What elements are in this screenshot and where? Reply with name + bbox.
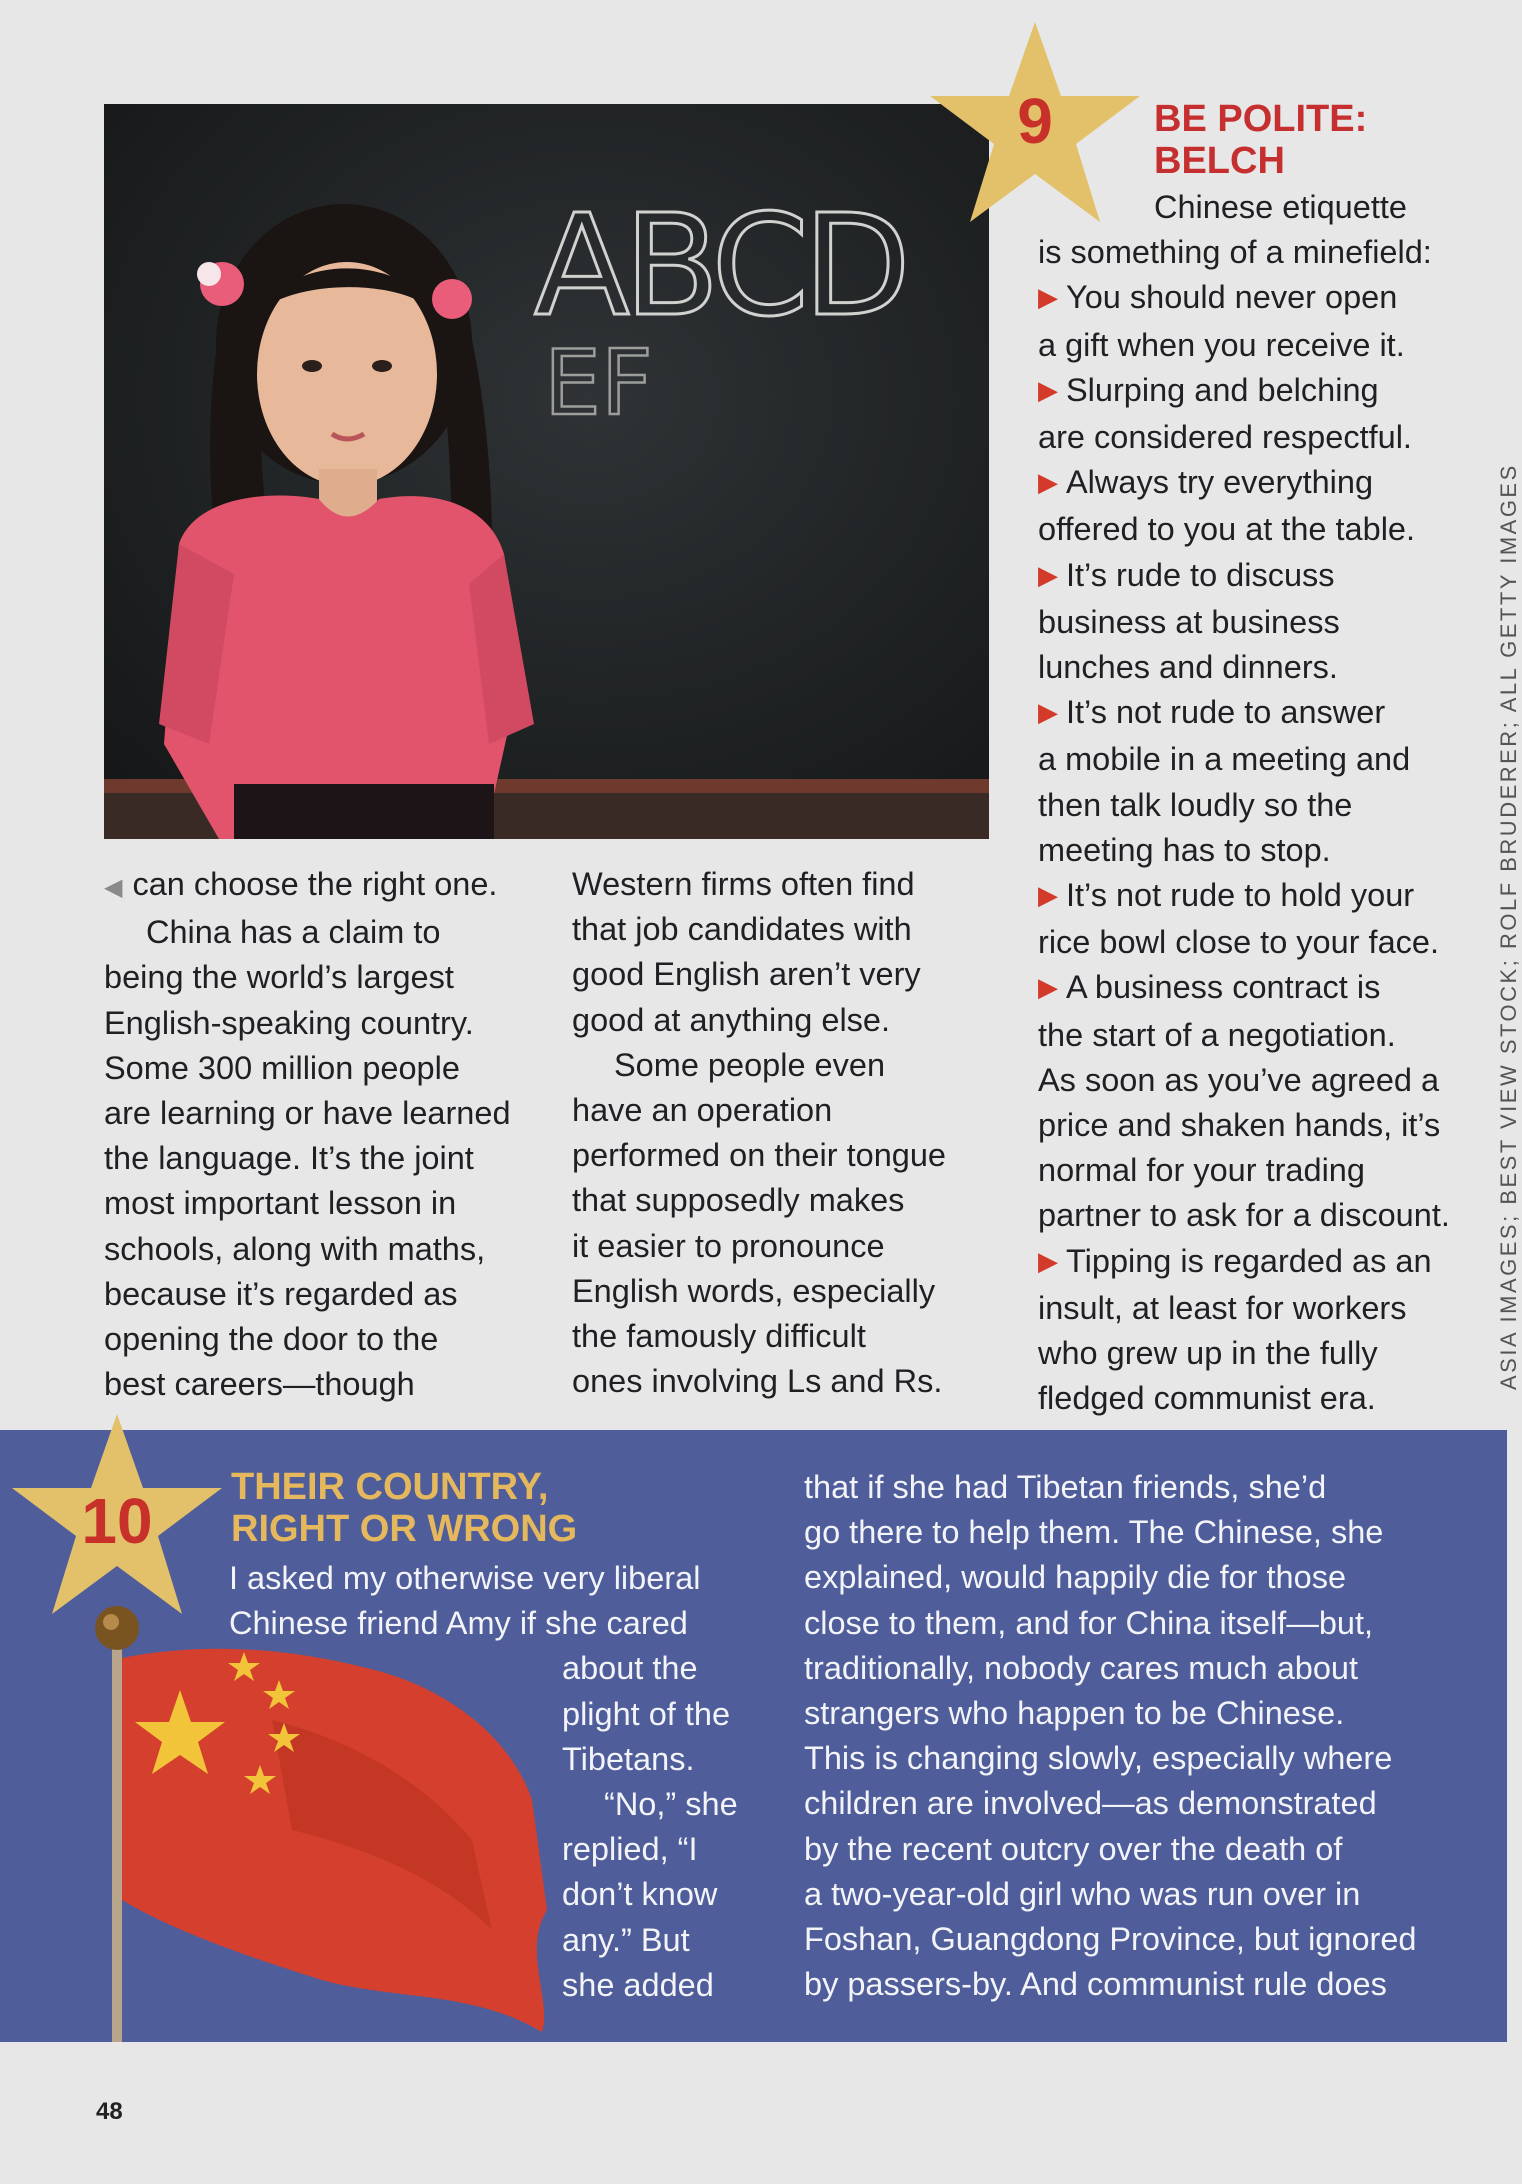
bullet-line: price and shaken hands, it’s bbox=[1038, 1107, 1441, 1144]
bullet-line: then talk loudly so the bbox=[1038, 786, 1353, 823]
bullet-line: meeting has to stop. bbox=[1038, 831, 1331, 868]
girl-blackboard-image bbox=[104, 104, 989, 839]
column-line: can choose the right one. bbox=[132, 866, 498, 902]
column-line: schools, along with maths, bbox=[104, 1230, 486, 1267]
bullet-line: the start of a negotiation. bbox=[1038, 1016, 1396, 1053]
column-line: that supposedly makes bbox=[572, 1182, 905, 1219]
column-line: good English aren’t very bbox=[572, 956, 921, 993]
bullet-line: It’s not rude to answer bbox=[1066, 694, 1386, 731]
bullet-line: business at business bbox=[1038, 603, 1340, 640]
column-line: English-speaking country. bbox=[104, 1004, 474, 1041]
column-line: opening the door to the bbox=[104, 1321, 439, 1358]
section-9-heading bbox=[1154, 98, 1367, 182]
column-line: China has a claim to bbox=[146, 914, 441, 951]
body-line: by passers-by. And communist rule does bbox=[804, 1966, 1387, 2003]
section-9-body bbox=[1038, 185, 1478, 1421]
body-line: traditionally, nobody cares much about bbox=[804, 1649, 1359, 1686]
bullet-line: As soon as you’ve agreed a bbox=[1038, 1061, 1440, 1098]
body-line: strangers who happen to be Chinese. bbox=[804, 1695, 1345, 1732]
column-line: the language. It’s the joint bbox=[104, 1140, 474, 1177]
body-line: “No,” she bbox=[604, 1786, 738, 1823]
bullet-triangle-icon: ▶ bbox=[1038, 880, 1058, 911]
continued-arrow-icon: ◀ bbox=[104, 874, 123, 901]
bullet-line: partner to ask for a discount. bbox=[1038, 1197, 1450, 1234]
bullet-triangle-icon: ▶ bbox=[1038, 467, 1058, 498]
column-line: most important lesson in bbox=[104, 1185, 457, 1222]
bullet-line: Tipping is regarded as an bbox=[1066, 1242, 1432, 1279]
body-line: don’t know bbox=[562, 1876, 718, 1913]
bullet-triangle-icon: ▶ bbox=[1038, 697, 1058, 728]
column-line: it easier to pronounce bbox=[572, 1227, 885, 1264]
body-line: that if she had Tibetan friends, she’d bbox=[804, 1469, 1327, 1505]
column-line: performed on their tongue bbox=[572, 1137, 946, 1174]
section-10-heading bbox=[231, 1466, 577, 1550]
body-line: a two-year-old girl who was run over in bbox=[804, 1875, 1361, 1912]
classroom-photo bbox=[104, 104, 989, 839]
body-line: by the recent outcry over the death of bbox=[804, 1830, 1343, 1867]
body-line: close to them, and for China itself—but, bbox=[804, 1604, 1374, 1641]
section-10-number: 10 bbox=[81, 1485, 153, 1557]
bullet-line: lunches and dinners. bbox=[1038, 649, 1338, 686]
article-column-1 bbox=[104, 862, 544, 1407]
bullet-line: insult, at least for workers bbox=[1038, 1289, 1407, 1326]
star-10-icon bbox=[6, 1410, 228, 1622]
intro-line: is something of a minefield: bbox=[1038, 234, 1432, 271]
section-10-heading-line1: THEIR COUNTRY, bbox=[231, 1466, 549, 1508]
body-line: Tibetans. bbox=[562, 1740, 695, 1777]
photo-credit: ASIA IMAGES; BEST VIEW STOCK; ROLF BRUDERER; ALL GETTY IMAGES bbox=[1496, 463, 1521, 1390]
column-line: Some 300 million people bbox=[104, 1049, 460, 1086]
bullet-line: Always try everything bbox=[1066, 464, 1374, 501]
body-line: she added bbox=[562, 1966, 714, 2003]
chalk-letters-row2: EF bbox=[544, 331, 653, 436]
intro-line: Chinese etiquette bbox=[1154, 189, 1407, 225]
column-line: being the world’s largest bbox=[104, 959, 454, 996]
section-10-left-text bbox=[229, 1556, 769, 2008]
body-line: replied, “I bbox=[562, 1831, 698, 1868]
body-line: This is changing slowly, especially where bbox=[804, 1740, 1393, 1777]
bullet-line: are considered respectful. bbox=[1038, 419, 1412, 456]
bullet-line: It’s rude to discuss bbox=[1066, 556, 1335, 593]
chalk-letters-row1: ABCD bbox=[534, 185, 905, 348]
bullet-line: You should never open bbox=[1066, 279, 1398, 316]
article-column-2 bbox=[572, 862, 1012, 1404]
column-line: the famously difficult bbox=[572, 1318, 866, 1355]
body-line: explained, would happily die for those bbox=[804, 1559, 1347, 1596]
column-line: are learning or have learned bbox=[104, 1095, 511, 1132]
bullet-line: A business contract is bbox=[1066, 969, 1381, 1006]
bullet-line: rice bowl close to your face. bbox=[1038, 924, 1440, 961]
bullet-line: a gift when you receive it. bbox=[1038, 326, 1405, 363]
section-9-number: 9 bbox=[1017, 85, 1053, 157]
bullet-triangle-icon: ▶ bbox=[1038, 972, 1058, 1003]
section-10-right-text bbox=[804, 1465, 1484, 2007]
column-line: have an operation bbox=[572, 1092, 833, 1129]
bullet-line: fledged communist era. bbox=[1038, 1380, 1376, 1417]
column-line: good at anything else. bbox=[572, 1001, 891, 1038]
bullet-line: offered to you at the table. bbox=[1038, 511, 1416, 548]
column-line: that job candidates with bbox=[572, 911, 912, 948]
body-line: any.” But bbox=[562, 1921, 690, 1958]
page-number: 48 bbox=[96, 2098, 123, 2125]
section-9-heading-line2: BELCH bbox=[1154, 140, 1285, 182]
bullet-line: a mobile in a meeting and bbox=[1038, 741, 1411, 778]
bullet-triangle-icon: ▶ bbox=[1038, 282, 1058, 313]
column-line: ones involving Ls and Rs. bbox=[572, 1363, 943, 1400]
bullet-triangle-icon: ▶ bbox=[1038, 374, 1058, 405]
body-line: about the bbox=[562, 1650, 698, 1687]
bullet-line: It’s not rude to hold your bbox=[1066, 877, 1415, 914]
body-line: children are involved—as demonstrated bbox=[804, 1785, 1377, 1822]
body-line: plight of the bbox=[562, 1695, 731, 1732]
body-line: go there to help them. The Chinese, she bbox=[804, 1514, 1384, 1551]
body-line: Chinese friend Amy if she cared bbox=[229, 1605, 688, 1642]
column-line: because it’s regarded as bbox=[104, 1275, 458, 1312]
section-9-heading-line1: BE POLITE: bbox=[1154, 98, 1368, 140]
body-line: Foshan, Guangdong Province, but ignored bbox=[804, 1921, 1417, 1958]
column-line: Western firms often find bbox=[572, 866, 915, 902]
bullet-line: normal for your trading bbox=[1038, 1152, 1365, 1189]
bullet-triangle-icon: ▶ bbox=[1038, 1245, 1058, 1276]
body-line: I asked my otherwise very liberal bbox=[229, 1560, 701, 1596]
bullet-triangle-icon: ▶ bbox=[1038, 559, 1058, 590]
column-line: Some people even bbox=[614, 1046, 886, 1083]
column-line: best careers—though bbox=[104, 1366, 415, 1403]
bullet-line: Slurping and belching bbox=[1066, 371, 1379, 408]
column-line: English words, especially bbox=[572, 1272, 936, 1309]
section-10-heading-line2: RIGHT OR WRONG bbox=[231, 1508, 578, 1550]
bullet-line: who grew up in the fully bbox=[1038, 1335, 1378, 1372]
